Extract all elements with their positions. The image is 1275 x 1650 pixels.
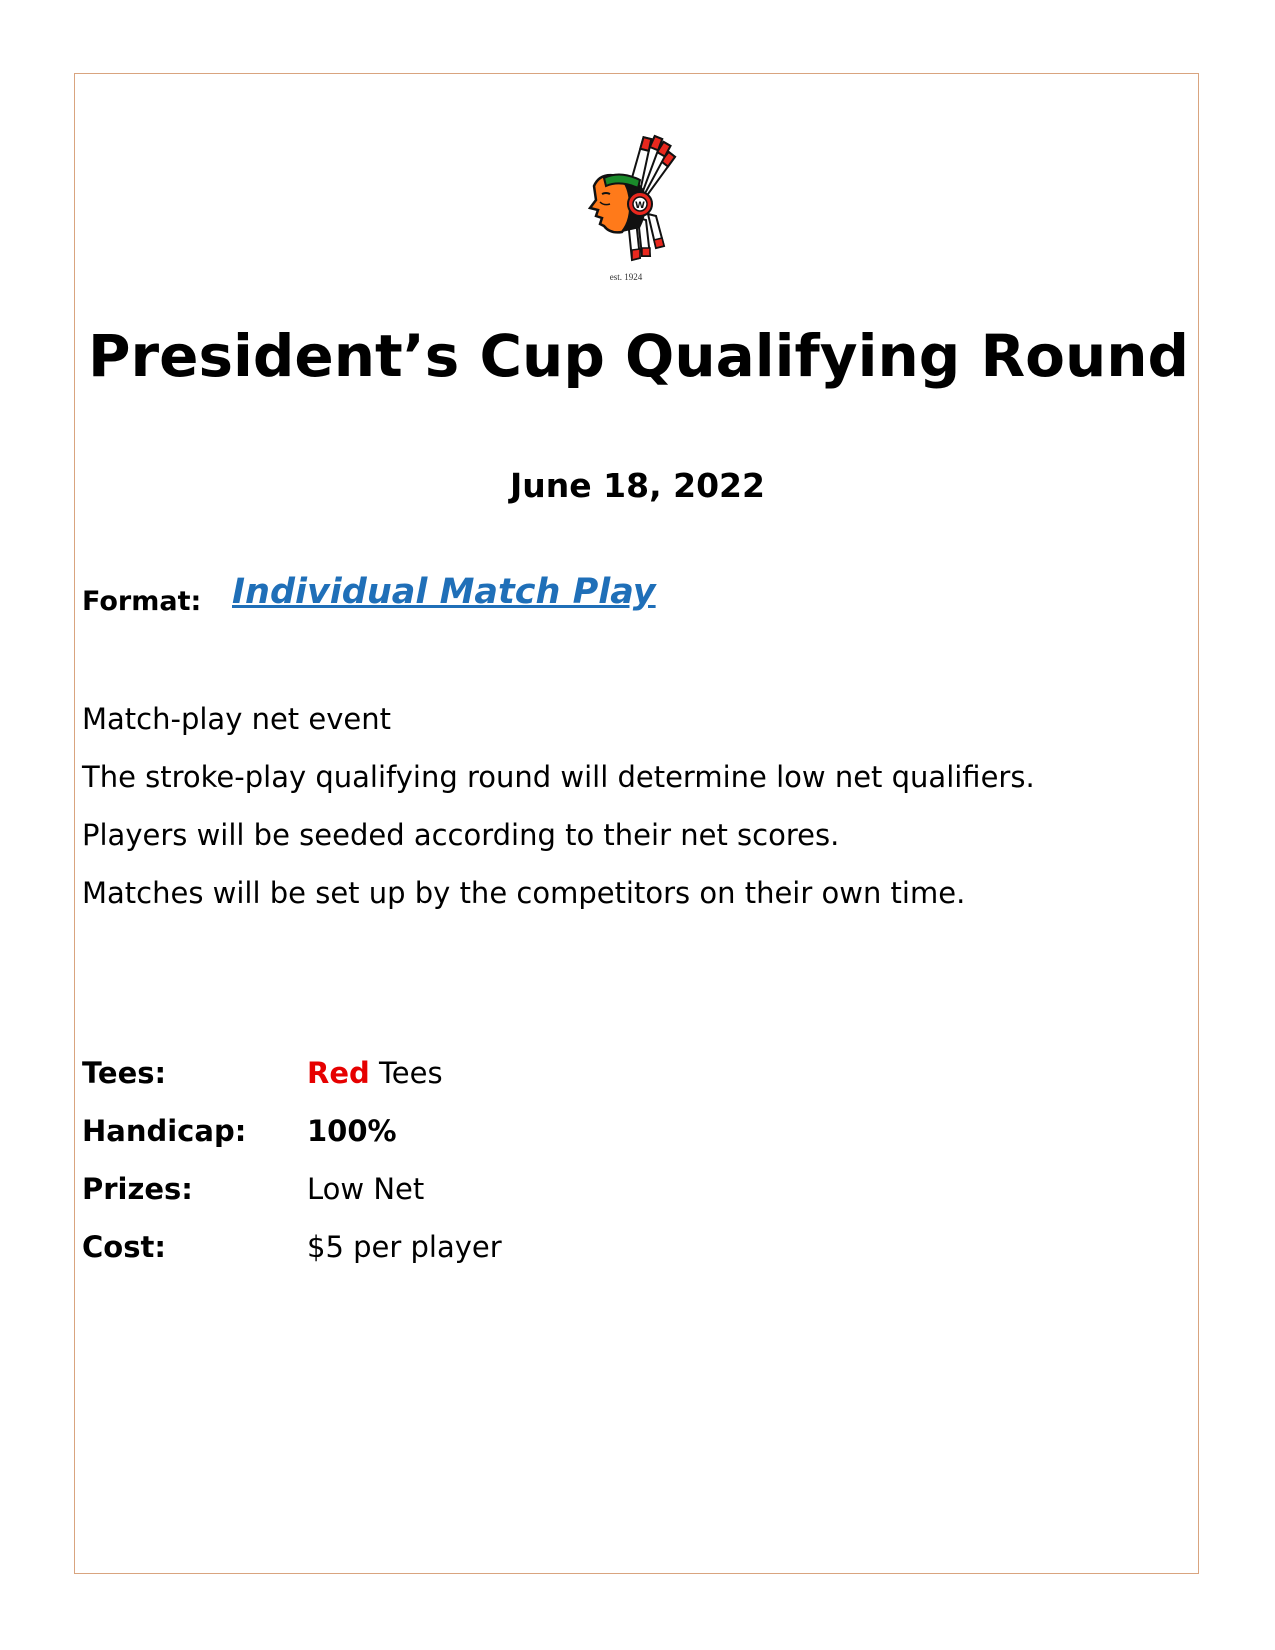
prizes-value: Low Net bbox=[307, 1172, 425, 1206]
detail-row-prizes bbox=[82, 1172, 782, 1230]
description-line: The stroke-play qualifying round will determine low net qualifiers. bbox=[82, 760, 1035, 794]
event-date: June 18, 2022 bbox=[510, 466, 765, 505]
tees-color-word: Red bbox=[307, 1056, 370, 1090]
detail-row-tees bbox=[82, 1056, 782, 1114]
cost-value: $5 per player bbox=[307, 1230, 502, 1264]
cost-label: Cost: bbox=[82, 1230, 166, 1264]
badge-letter: W bbox=[635, 201, 645, 211]
description-line: Matches will be set up by the competitors on their own time. bbox=[82, 876, 966, 910]
format-label: Format: bbox=[82, 586, 202, 617]
description-line: Match-play net event bbox=[82, 702, 391, 736]
handicap-value: 100% bbox=[307, 1114, 397, 1148]
prizes-label: Prizes: bbox=[82, 1172, 193, 1206]
details-table bbox=[82, 1056, 782, 1288]
detail-row-cost bbox=[82, 1230, 782, 1288]
established-text: est. 1924 bbox=[609, 272, 643, 282]
page-title: President’s Cup Qualifying Round bbox=[88, 322, 1190, 390]
tees-rest: Tees bbox=[369, 1056, 443, 1090]
handicap-label: Handicap: bbox=[82, 1114, 247, 1148]
tees-label: Tees: bbox=[82, 1056, 167, 1090]
description-line: Players will be seeded according to their net scores. bbox=[82, 818, 840, 852]
tees-value bbox=[307, 1056, 443, 1090]
format-link[interactable]: Individual Match Play bbox=[232, 572, 656, 612]
description bbox=[82, 690, 1182, 922]
detail-row-handicap bbox=[82, 1114, 782, 1172]
headdress-logo-icon bbox=[570, 128, 700, 288]
